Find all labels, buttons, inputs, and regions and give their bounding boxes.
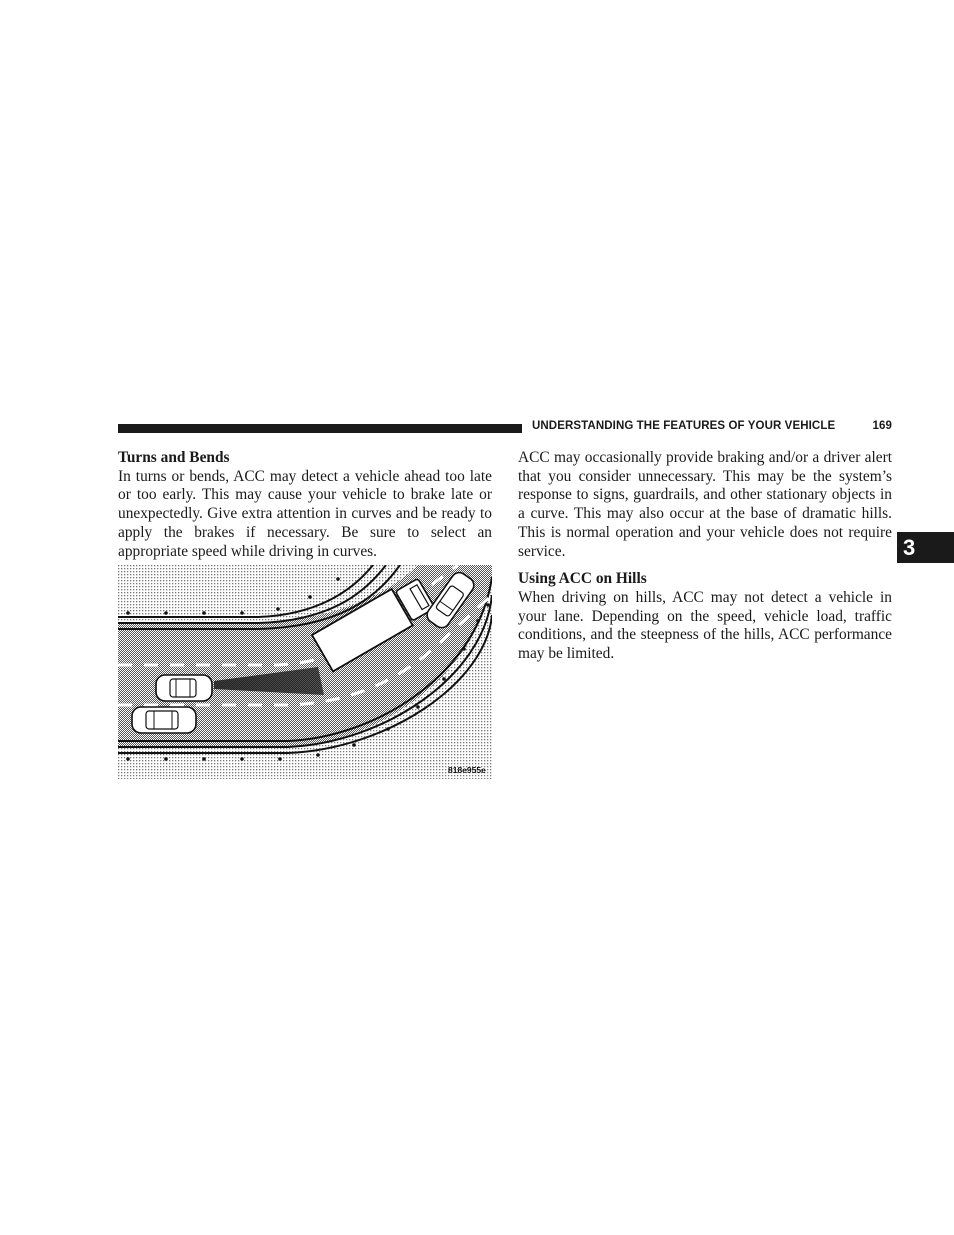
paragraph-turns: In turns or bends, ACC may detect a vehicle ahead too late or too early. This may cause your vehicle to brake late or unexpectedly. Give extra attention in curves and be ready to apply the brakes if necessary. Be sure to select an appropriate speed while driving in curves. <box>118 467 492 560</box>
header-rule <box>118 424 522 433</box>
section-heading-hills: Using ACC on Hills <box>518 570 647 588</box>
paragraph-hills: When driving on hills, ACC may not detect a vehicle in your lane. Depending on the speed, vehicle load, traffic conditions, and the steepness of the hills, ACC performance may be limited. <box>518 588 892 663</box>
right-column <box>518 449 892 664</box>
acc-curve-figure <box>118 565 492 779</box>
chapter-tab <box>897 532 954 563</box>
running-header <box>532 420 892 432</box>
section-title: UNDERSTANDING THE FEATURES OF YOUR VEHICLE <box>532 420 836 432</box>
chapter-number: 3 <box>903 534 916 560</box>
page-number: 169 <box>872 420 892 432</box>
figure-code: 818e955e <box>448 765 486 775</box>
left-column <box>118 449 492 561</box>
section-heading-turns: Turns and Bends <box>118 449 230 466</box>
paragraph-braking-alert: ACC may occasionally provide braking and/or a driver alert that you consider unnecessary. This may be the system’s response to signs, guardrails, and other stationary objects in a curve. This may also occur at the base of dramatic hills. This is normal operation and your vehicle does not require service. <box>518 449 892 560</box>
acc-curve-illustration <box>118 565 492 779</box>
